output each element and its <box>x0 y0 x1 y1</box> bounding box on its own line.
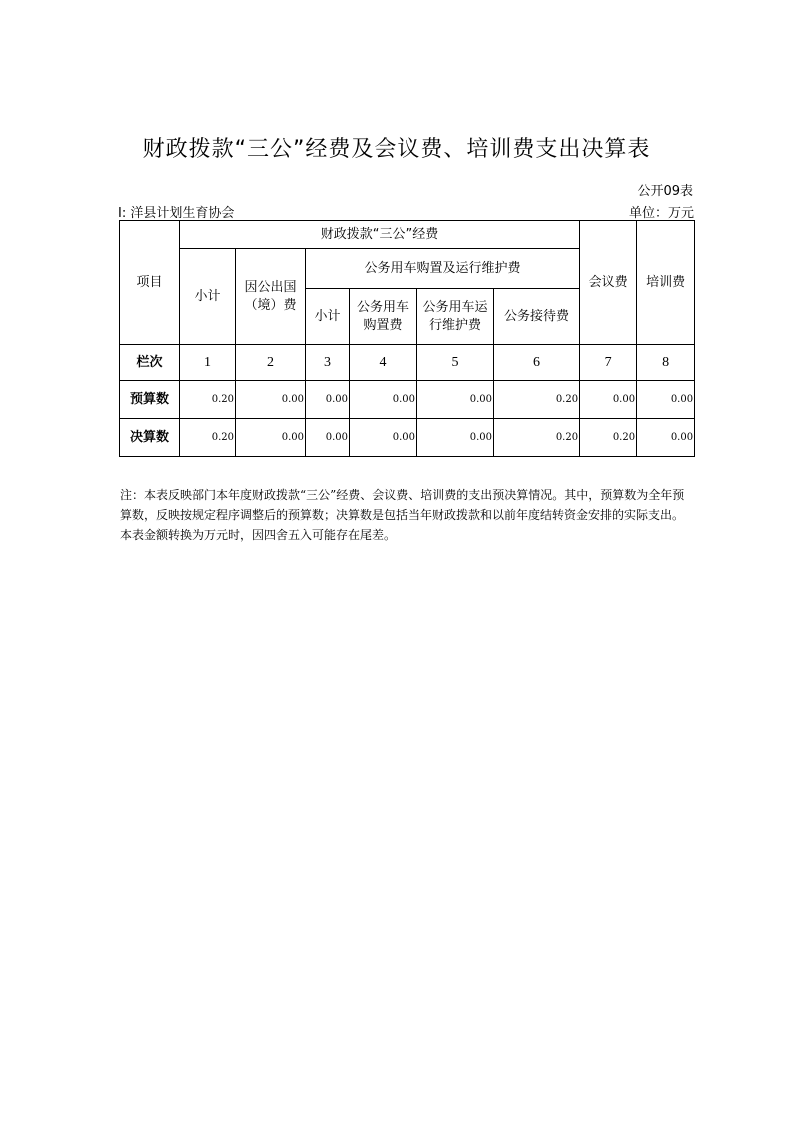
table-row <box>120 419 695 457</box>
header-training: 培训费 <box>637 221 695 345</box>
value-cell: 0.20 <box>180 419 236 457</box>
index-cell: 2 <box>236 345 306 381</box>
value-cell: 0.00 <box>236 419 306 457</box>
value-cell: 0.00 <box>306 381 350 419</box>
page-title: 财政拨款“三公”经费及会议费、培训费支出决算表 <box>142 137 651 162</box>
form-number: 公开09表 <box>637 184 693 199</box>
value-cell: 0.00 <box>580 381 637 419</box>
header-reception: 公务接待费 <box>494 289 580 345</box>
value-cell: 0.00 <box>637 419 695 457</box>
value-cell: 0.00 <box>236 381 306 419</box>
value-cell: 0.00 <box>637 381 695 419</box>
value-cell: 0.00 <box>350 419 417 457</box>
expense-table <box>119 220 695 457</box>
index-cell: 3 <box>306 345 350 381</box>
row-label-final: 决算数 <box>120 419 180 457</box>
table-row <box>120 381 695 419</box>
header-vehicle-subtotal: 小计 <box>306 289 350 345</box>
value-cell: 0.20 <box>494 381 580 419</box>
row-label-budget: 预算数 <box>120 381 180 419</box>
header-sangong: 财政拨款“三公”经费 <box>180 221 580 249</box>
header-vehicle-maint: 公务用车运行维护费 <box>417 289 494 345</box>
value-cell: 0.00 <box>417 419 494 457</box>
value-cell: 0.20 <box>180 381 236 419</box>
currency-unit-label: 单位：万元 <box>628 206 694 221</box>
footnote: 注：本表反映部门本年度财政拨款“三公”经费、会议费、培训费的支出预决算情况。其中，预算数为全年预算数，反映按规定程序调整后的预算数；决算数是包括当年财政拨款和以前年度结转资金安排的实际支出。本表金额转换为万元时，因四舍五入可能存在尾差。 <box>120 488 685 542</box>
header-vehicle: 公务用车购置及运行维护费 <box>306 249 580 289</box>
index-cell: 5 <box>417 345 494 381</box>
index-cell: 1 <box>180 345 236 381</box>
value-cell: 0.00 <box>350 381 417 419</box>
header-subtotal: 小计 <box>180 249 236 345</box>
index-cell: 7 <box>580 345 637 381</box>
value-cell: 0.00 <box>306 419 350 457</box>
header-abroad: 因公出国（境）费 <box>236 249 306 345</box>
value-cell: 0.00 <box>417 381 494 419</box>
header-item: 项目 <box>120 221 180 345</box>
index-cell: 8 <box>637 345 695 381</box>
index-cell: 6 <box>494 345 580 381</box>
index-row-label: 栏次 <box>120 345 180 381</box>
organization-label: I: 洋县计划生育协会 <box>118 206 235 221</box>
value-cell: 0.20 <box>580 419 637 457</box>
header-meeting: 会议费 <box>580 221 637 345</box>
index-cell: 4 <box>350 345 417 381</box>
header-vehicle-purchase: 公务用车购置费 <box>350 289 417 345</box>
value-cell: 0.20 <box>494 419 580 457</box>
